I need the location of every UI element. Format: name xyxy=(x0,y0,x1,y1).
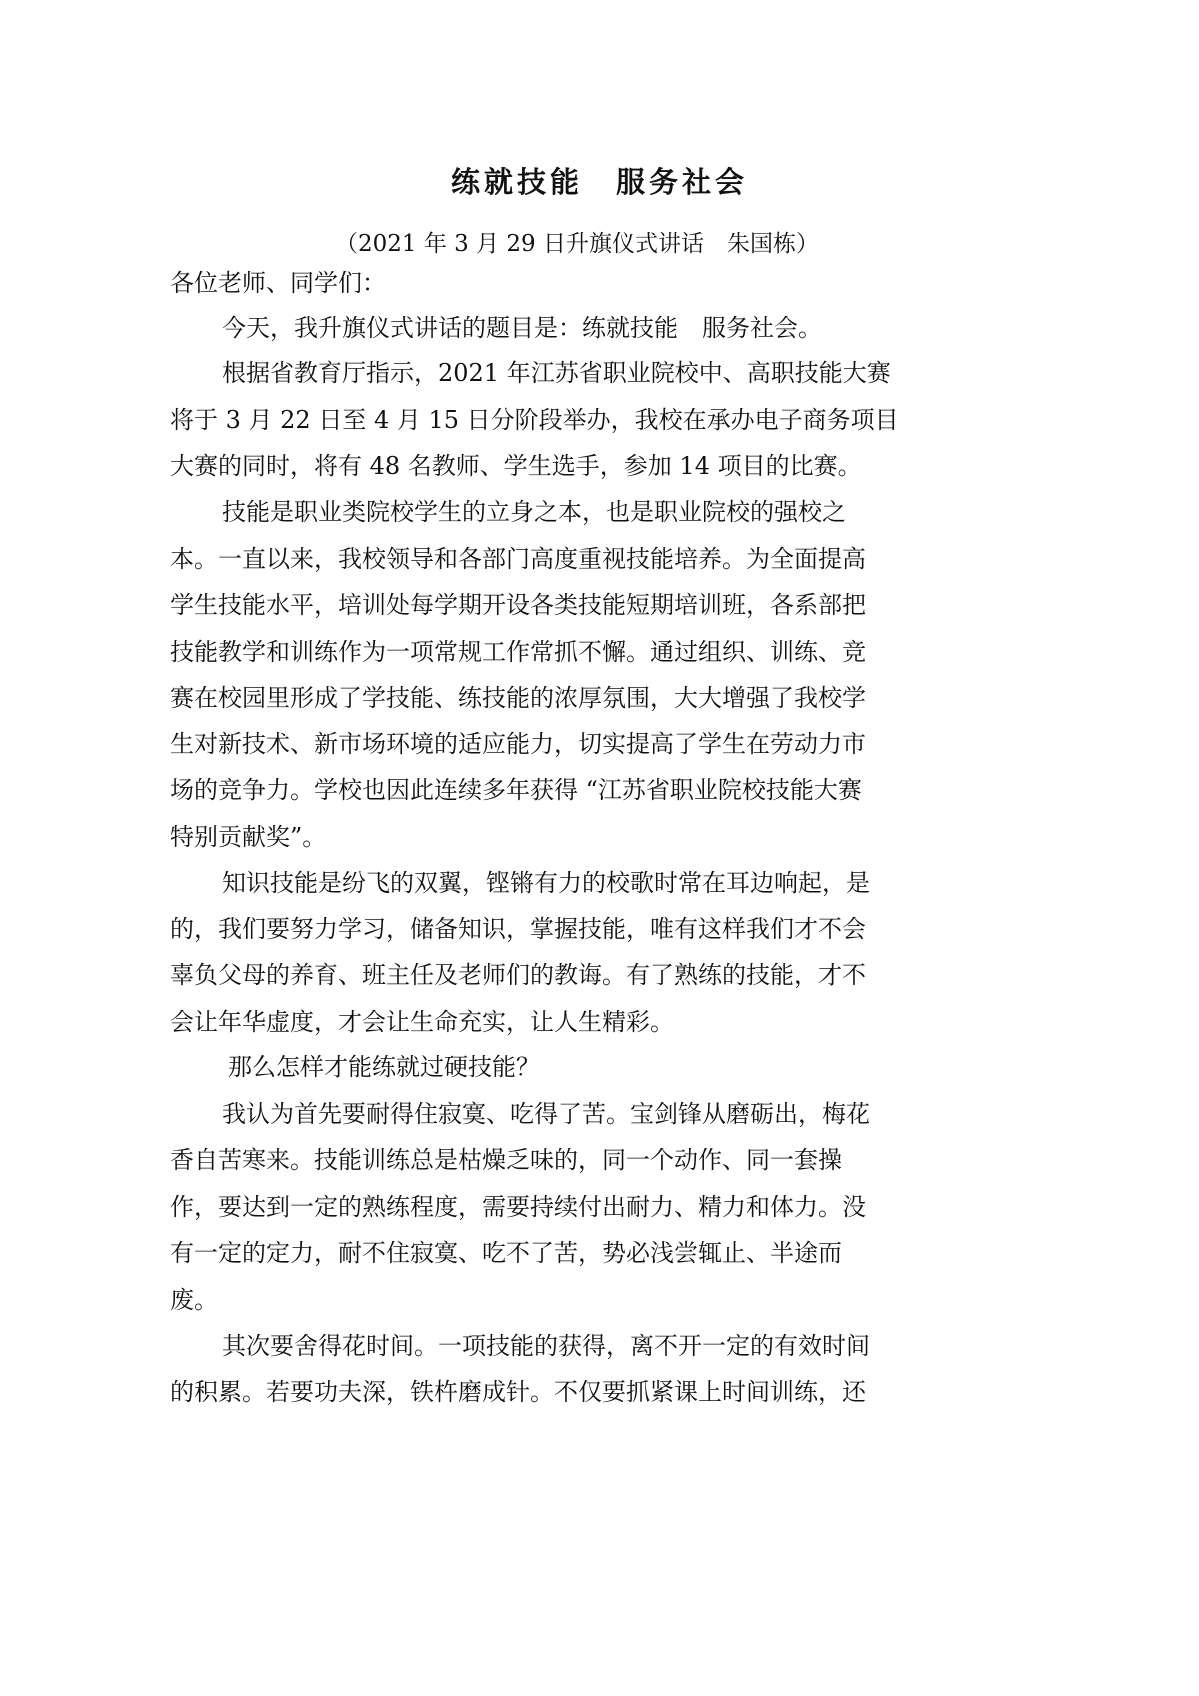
document-subtitle: （2021 年 3 月 29 日升旗仪式讲话 朱国栋） xyxy=(335,231,819,257)
paragraph-line: 会让年华虚度，才会让生命充实，让人生精彩。 xyxy=(170,1008,674,1036)
paragraph-line: 其次要舍得花时间。一项技能的获得，离不开一定的有效时间 xyxy=(222,1332,870,1360)
salutation-line: 各位老师、同学们： xyxy=(170,269,386,297)
paragraph-line: 辜负父母的养育、班主任及老师们的教诲。有了熟练的技能，才不 xyxy=(170,961,866,989)
paragraph-line: 将于 3 月 22 日至 4 月 15 日分阶段举办，我校在承办电子商务项目 xyxy=(170,406,899,434)
paragraph-line: 特别贡献奖”。 xyxy=(170,823,327,851)
paragraph-line: 赛在校园里形成了学技能、练技能的浓厚氛围，大大增强了我校学 xyxy=(170,684,866,712)
paragraph-line: 大赛的同时，将有 48 名教师、学生选手，参加 14 项目的比赛。 xyxy=(170,452,862,480)
paragraph-line: 根据省教育厅指示，2021 年江苏省职业院校中、高职技能大赛 xyxy=(222,359,891,387)
document-title: 练就技能 服务社会 xyxy=(450,165,748,199)
paragraph-line: 香自苦寒来。技能训练总是枯燥乏味的，同一个动作、同一套操 xyxy=(170,1146,842,1174)
paragraph-line: 作，要达到一定的熟练程度，需要持续付出耐力、精力和体力。没 xyxy=(170,1193,866,1221)
paragraph-line: 技能是职业类院校学生的立身之本，也是职业院校的强校之 xyxy=(222,498,846,526)
paragraph-line: 学生技能水平，培训处每学期开设各类技能短期培训班，各系部把 xyxy=(170,591,866,619)
paragraph-line: 的，我们要努力学习，储备知识，掌握技能，唯有这样我们才不会 xyxy=(170,915,866,943)
paragraph-line: 知识技能是纷飞的双翼，铿锵有力的校歌时常在耳边响起，是 xyxy=(222,869,870,897)
paragraph-line: 的积累。若要功夫深，铁杵磨成针。不仅要抓紧课上时间训练，还 xyxy=(170,1378,866,1406)
paragraph-line: 我认为首先要耐得住寂寞、吃得了苦。宝剑锋从磨砺出，梅花 xyxy=(222,1100,870,1128)
paragraph-line: 场的竞争力。学校也因此连续多年获得 “江苏省职业院校技能大赛 xyxy=(170,776,862,804)
paragraph-line: 生对新技术、新市场环境的适应能力，切实提高了学生在劳动力市 xyxy=(170,730,866,758)
paragraph-line: 技能教学和训练作为一项常规工作常抓不懈。通过组织、训练、竞 xyxy=(170,638,866,666)
paragraph-line: 今天，我升旗仪式讲话的题目是：练就技能 服务社会。 xyxy=(222,314,822,342)
paragraph-line: 废。 xyxy=(170,1286,218,1314)
paragraph-line: 那么怎样才能练就过硬技能？ xyxy=(228,1053,540,1081)
paragraph-line: 本。一直以来，我校领导和各部门高度重视技能培养。为全面提高 xyxy=(170,545,866,573)
paragraph-line: 有一定的定力，耐不住寂寞、吃不了苦，势必浅尝辄止、半途而 xyxy=(170,1239,842,1267)
